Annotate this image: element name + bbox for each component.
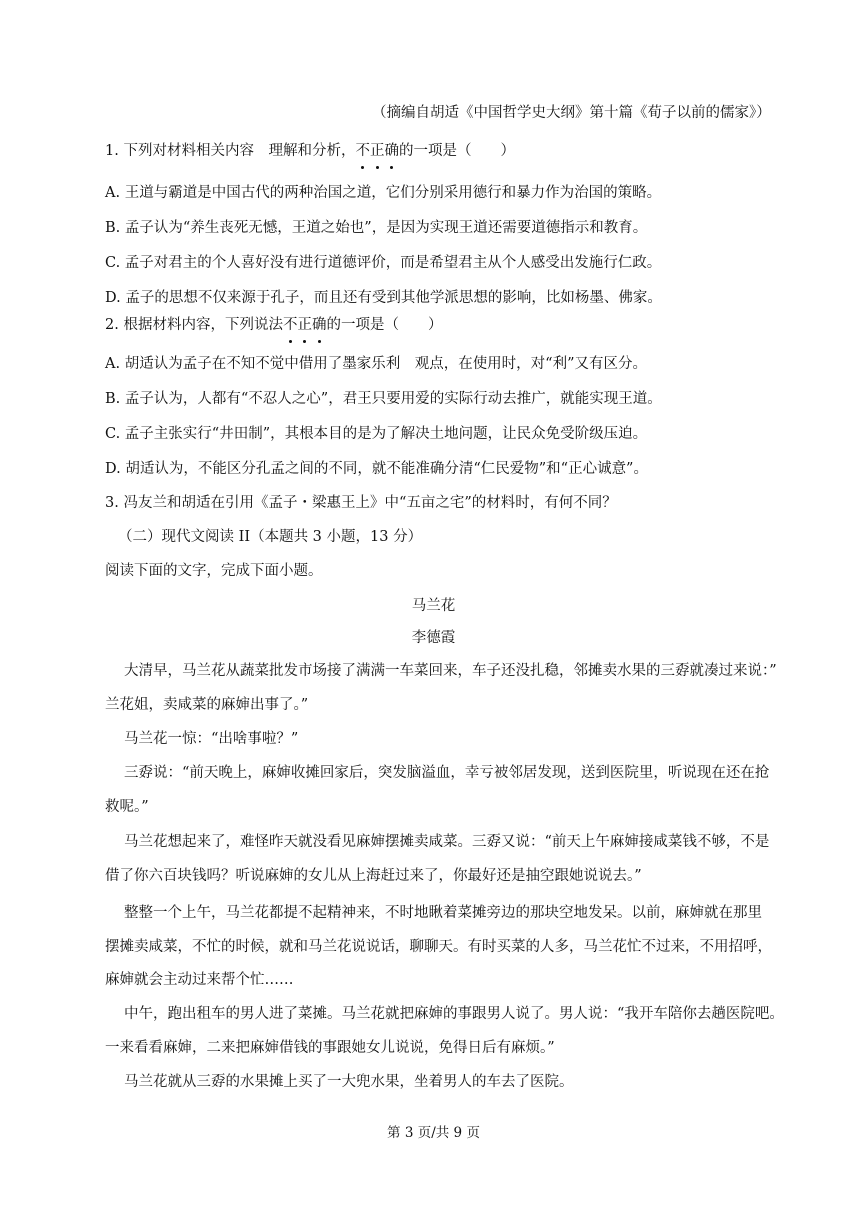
paragraph-line: 马兰花想起来了，难怪昨天就没看见麻婶摆摊卖咸菜。三孬又说：“前天上午麻婶接咸菜钱不够，不是 <box>124 834 770 850</box>
emphasis-char: 确 <box>384 143 399 159</box>
question-1-suffix: 的一项是（ ） <box>398 143 515 159</box>
question-2-option-c: C. 孟子主张实行“井田制”，其根本目的是为了解决土地问题，让民众免受阶级压迫。 <box>105 426 648 442</box>
paragraph-line: 马兰花一惊：“出啥事啦？” <box>124 731 299 747</box>
story-title: 马兰花 <box>411 598 456 614</box>
page-number-footer: 第 3 页/共 9 页 <box>387 1125 480 1141</box>
paragraph-line: 马兰花就从三孬的水果摊上买了一大兜水果，坐着男人的车去了医院。 <box>124 1074 574 1090</box>
paragraph-line: 救呢。” <box>105 799 149 815</box>
source-note: （摘编自胡适《中国哲学史大纲》第十篇《荀子以前的儒家》） <box>372 105 771 121</box>
question-2-option-a: A. 胡适认为孟子在不知不觉中借用了墨家乐利 观点，在使用时，对“利”又有区分。 <box>105 356 648 372</box>
story-author: 李德霞 <box>411 630 456 646</box>
question-1-option-b: B. 孟子认为“养生丧死无憾，王道之始也”，是因为实现王道还需要道德指示和教育。 <box>105 220 648 236</box>
paragraph-line: 三孬说：“前天晚上，麻婶收摊回家后，突发脑溢血，幸亏被邻居发现，送到医院里，听说现在还在抢 <box>124 765 770 781</box>
emphasis-char: 确 <box>311 317 327 333</box>
question-1-option-d: D. 孟子的思想不仅来源于孔子，而且还有受到其他学派思想的影响，比如杨墨、佛家。 <box>105 290 662 306</box>
emphasis-char: 不 <box>282 317 298 333</box>
paragraph-line: 一来看看麻婶，二来把麻婶借钱的事跟她女儿说说，免得日后有麻烦。” <box>105 1040 555 1056</box>
paragraph-line: 兰花姐，卖咸菜的麻婶出事了。” <box>105 697 309 713</box>
emphasis-char: 正 <box>297 317 312 333</box>
paragraph-line: 借了你六百块钱吗？听说麻婶的女儿从上海赶过来了，你最好还是抽空跟她说说去。” <box>105 868 642 884</box>
question-2-stem <box>105 315 442 335</box>
question-2-option-b: B. 孟子认为，人都有“不忍人之心”，君王只要用爱的实际行动去推广，就能实现王道。 <box>105 391 662 407</box>
paragraph-line: 大清早，马兰花从蔬菜批发市场接了满满一车菜回来，车子还没扎稳，邻摊卖水果的三孬就凑过来说：” <box>124 663 777 679</box>
emphasis-char: 正 <box>369 143 385 159</box>
question-3: 3. 冯友兰和胡适在引用《孟子・梁惠王上》中“五亩之宅”的材料时，有何不同？ <box>105 495 617 511</box>
question-1-prefix: 1. 下列对材料相关内容 理解和分析， <box>105 143 356 159</box>
reading-instruction: 阅读下面的文字，完成下面小题。 <box>105 563 323 579</box>
section-heading: （二）现代文阅读 II（本题共 3 小题，13 分） <box>118 529 423 545</box>
paragraph-line: 中午，跑出租车的男人进了菜摊。马兰花就把麻婶的事跟男人说了。男人说：“我开车陪你去趟医院吧。 <box>124 1006 784 1022</box>
question-2-option-d: D. 胡适认为，不能区分孔孟之间的不同，就不能准确分清“仁民爱物”和“正心诚意”。 <box>105 461 648 477</box>
question-2-suffix: 的一项是（ ） <box>326 317 443 333</box>
emphasis-char: 不 <box>355 143 370 159</box>
question-1-option-c: C. 孟子对君主的个人喜好没有进行道德评价，而是希望君主从个人感受出发施行仁政。 <box>105 255 662 271</box>
question-2-prefix: 2. 根据材料内容，下列说法 <box>105 317 283 333</box>
paragraph-line: 麻婶就会主动过来帮个忙…… <box>105 972 294 988</box>
paragraph-line: 整整一个上午，马兰花都提不起精神来，不时地瞅着菜摊旁边的那块空地发呆。以前，麻婶就在那里 <box>124 905 762 921</box>
question-1-stem <box>105 141 515 161</box>
question-1-option-a: A. 王道与霸道是中国古代的两种治国之道，它们分别采用德行和暴力作为治国的策略。 <box>105 185 662 201</box>
paragraph-line: 摆摊卖咸菜，不忙的时候，就和马兰花说说话，聊聊天。有时买菜的人多，马兰花忙不过来，不用招呼， <box>105 939 772 955</box>
